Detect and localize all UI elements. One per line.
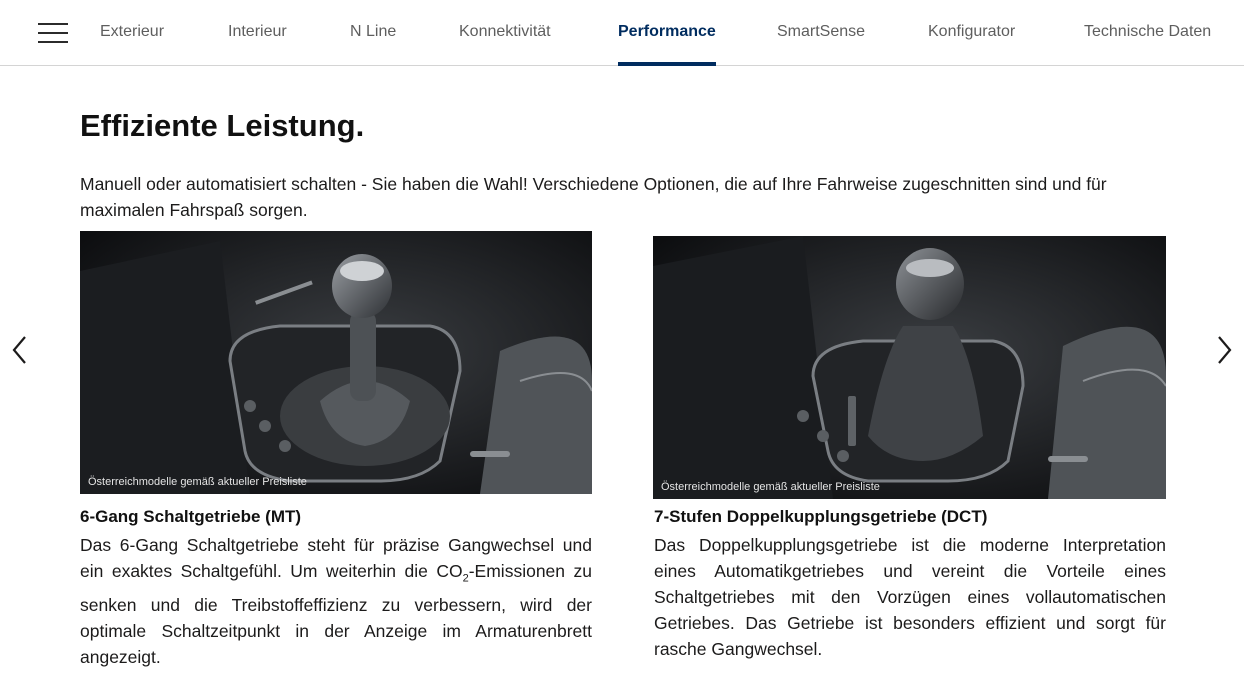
- nav-item-konnektivitaet[interactable]: Konnektivität: [459, 23, 551, 40]
- nav-item-n-line[interactable]: N Line: [350, 23, 397, 40]
- nav-item-technische-daten[interactable]: Technische Daten: [1084, 23, 1212, 40]
- card-text-dct: Das Doppelkupplungsgetriebe ist die moderne Interpretation eines Automatikgetriebes und vereint die Vorteile eines Schaltgetriebes mit den Vorzügen eines vollautomatischen Getriebes. Das Getriebe ist besonders effizient und sorgt für rasche Gangwechsel.: [654, 535, 1166, 659]
- manual-gearbox-image: [80, 231, 592, 494]
- section-title: Effiziente Leistung.: [80, 108, 365, 143]
- top-navigation: [0, 0, 1244, 66]
- section-intro: Manuell oder automatisiert schalten - Sie haben die Wahl! Verschiedene Optionen, die auf Ihre Fahrweise zugeschnitten sind und für maximalen Fahrspaß sorgen.: [80, 174, 1107, 220]
- image-caption: Österreichmodelle gemäß aktueller Preisliste: [661, 481, 880, 493]
- nav-item-interieur[interactable]: Interieur: [228, 23, 287, 40]
- nav-item-smartsense[interactable]: SmartSense: [777, 23, 866, 40]
- nav-item-performance[interactable]: Performance: [618, 0, 716, 66]
- nav-item-konfigurator[interactable]: Konfigurator: [928, 23, 1016, 40]
- hamburger-menu-icon[interactable]: [38, 22, 70, 44]
- card-title-dct: 7-Stufen Doppelkupplungsgetriebe (DCT): [654, 507, 988, 526]
- image-caption: Österreichmodelle gemäß aktueller Preisliste: [88, 476, 307, 488]
- chevron-left-icon[interactable]: [8, 334, 32, 366]
- card-title-manual: 6-Gang Schaltgetriebe (MT): [80, 507, 302, 526]
- nav-item-exterieur[interactable]: Exterieur: [100, 23, 165, 40]
- card-text-manual: Das 6-Gang Schaltgetriebe steht für präzise Gangwechsel und ein exaktes Schaltgefühl. Um weiterhin die $CO_2$-Emissionen zu senken und die Treibstoffeffizienz zu verbessern, wird der optimale Schaltzeitpunkt in der Anzeige im Armaturenbrett angezeigt.: [80, 535, 592, 667]
- dct-gearbox-image: [653, 236, 1166, 499]
- chevron-right-icon[interactable]: [1212, 334, 1236, 366]
